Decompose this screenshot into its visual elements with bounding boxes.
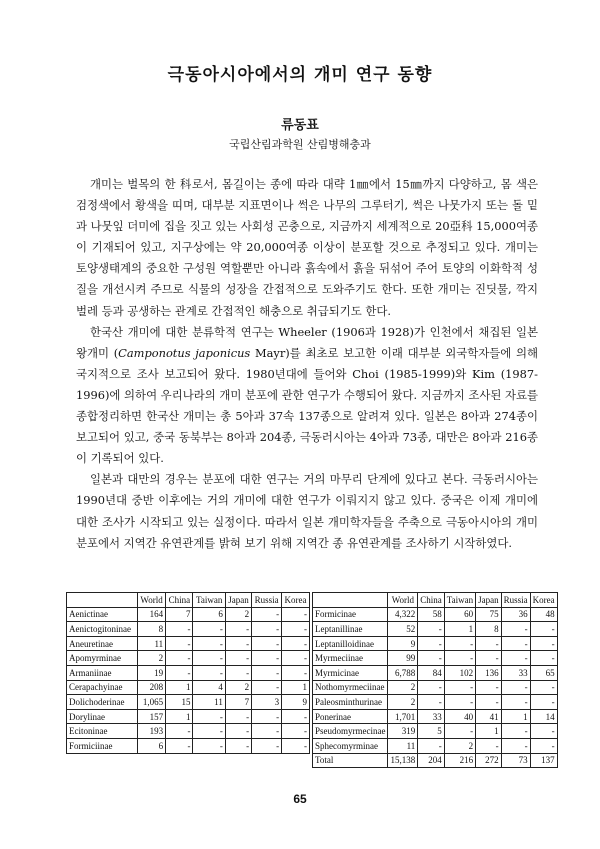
body-text xyxy=(76,174,538,554)
paragraph-1 xyxy=(76,174,538,322)
header-cell: China xyxy=(166,593,193,608)
count-cell: - xyxy=(193,651,225,666)
count-cell: 8 xyxy=(138,622,166,637)
header-cell: Russia xyxy=(501,593,530,608)
count-cell: 6,788 xyxy=(388,665,418,680)
table-row xyxy=(67,724,310,739)
count-cell: - xyxy=(530,680,557,695)
count-cell: - xyxy=(193,738,225,753)
count-cell: - xyxy=(418,651,445,666)
table-row xyxy=(67,665,310,680)
count-cell: - xyxy=(252,622,282,637)
table-row xyxy=(313,738,558,753)
count-cell: - xyxy=(530,636,557,651)
subfamily-cell: Ponerinae xyxy=(313,709,388,724)
count-cell: 1 xyxy=(444,622,475,637)
species-name: Camponotus japonicus xyxy=(118,345,251,360)
count-cell: 84 xyxy=(418,665,445,680)
count-cell: - xyxy=(476,636,502,651)
count-cell: - xyxy=(166,651,193,666)
count-cell: - xyxy=(418,695,445,710)
count-cell: 1 xyxy=(476,724,502,739)
count-cell: 6 xyxy=(193,607,225,622)
count-cell: 4 xyxy=(193,680,225,695)
count-cell: - xyxy=(444,636,475,651)
table-row xyxy=(313,607,558,622)
subfamily-cell: Aneuretinae xyxy=(67,636,138,651)
table-row xyxy=(313,753,558,768)
count-cell: - xyxy=(501,636,530,651)
count-cell: 102 xyxy=(444,665,475,680)
header-cell: World xyxy=(388,593,418,608)
count-cell: 99 xyxy=(388,651,418,666)
count-cell: 6 xyxy=(138,738,166,753)
count-cell: - xyxy=(252,724,282,739)
count-cell: - xyxy=(193,622,225,637)
count-cell: - xyxy=(418,738,445,753)
count-cell: 11 xyxy=(138,636,166,651)
paragraph-3 xyxy=(76,469,538,553)
count-cell: - xyxy=(225,622,251,637)
count-cell: - xyxy=(193,665,225,680)
table-row xyxy=(67,651,310,666)
count-cell: - xyxy=(166,724,193,739)
count-cell: 137 xyxy=(530,753,557,768)
header-cell: Korea xyxy=(282,593,310,608)
count-cell: 157 xyxy=(138,709,166,724)
subfamily-cell: Dolichoderinae xyxy=(67,695,138,710)
count-cell: 33 xyxy=(501,665,530,680)
count-cell: 7 xyxy=(225,695,251,710)
count-cell: - xyxy=(166,738,193,753)
count-cell: - xyxy=(193,709,225,724)
table-row xyxy=(313,665,558,680)
count-cell: 5 xyxy=(418,724,445,739)
count-cell: 9 xyxy=(282,695,310,710)
count-cell: - xyxy=(444,724,475,739)
count-cell: - xyxy=(501,680,530,695)
table-row xyxy=(67,607,310,622)
count-cell: - xyxy=(444,680,475,695)
count-cell: 216 xyxy=(444,753,475,768)
count-cell: 2 xyxy=(388,695,418,710)
count-cell: 1 xyxy=(501,709,530,724)
count-cell: - xyxy=(501,651,530,666)
subfamily-cell: Sphecomyrminae xyxy=(313,738,388,753)
count-cell: - xyxy=(501,738,530,753)
count-cell: - xyxy=(282,607,310,622)
count-cell: - xyxy=(166,665,193,680)
count-cell: - xyxy=(530,738,557,753)
count-cell: 73 xyxy=(501,753,530,768)
count-cell: 1 xyxy=(282,680,310,695)
count-cell: 15,138 xyxy=(388,753,418,768)
count-cell: - xyxy=(282,724,310,739)
count-cell: - xyxy=(530,622,557,637)
count-cell: - xyxy=(476,738,502,753)
count-cell: - xyxy=(252,680,282,695)
count-cell: 2 xyxy=(138,651,166,666)
count-cell: - xyxy=(252,665,282,680)
count-cell: - xyxy=(166,622,193,637)
paragraph-text: 일본과 대만의 경우는 분포에 대한 연구는 거의 마무리 단계에 있다고 본다. 극동러시아는 1990년대 중반 이후에는 거의 개미에 대한 연구가 이뤄지지 않고 있다. 중국은 이제 개미에 대한 조사가 시작되고 있는 실정이다. 따라서 일본 개미학자들을 주축으로 극동아시아의 개미분포에서 지역간 유연관계를 밝혀 보기 위해 지역간 종 유연관계를 조사하기 시작하였다. xyxy=(76,472,538,550)
count-cell: - xyxy=(282,651,310,666)
paragraph-2 xyxy=(76,322,538,470)
count-cell: - xyxy=(252,709,282,724)
count-cell: - xyxy=(193,636,225,651)
subfamily-cell: Dorylinae xyxy=(67,709,138,724)
header-cell: China xyxy=(418,593,445,608)
count-cell: 204 xyxy=(418,753,445,768)
count-cell: - xyxy=(418,636,445,651)
author-affiliation: 국립산림과학원 산림병해충과 xyxy=(229,138,371,151)
count-cell: 15 xyxy=(166,695,193,710)
count-cell: - xyxy=(530,651,557,666)
count-cell: - xyxy=(530,695,557,710)
paragraph-text: Mayr)를 최초로 보고한 이래 대부분 외국학자들에 의해 국지적으로 조사 보고되어 왔다. 1980년대에 들어와 Choi (1985-1999)와 Kim (1987-1996)에 의하여 우리나라의 개미 분포에 관한 연구가 수행되어 왔다. 지금까지 조사된 자료를 종합정리하면 한국산 개미는 총 5아과 37속 137종으로 알려져 있다. 일본은 8아과 274종이 보고되어 있고, 중국 동북부는 8아과 204종, 극동러시아는 4아과 73종, 대만은 8아과 216종이 기록되어 있다. xyxy=(76,345,539,466)
count-cell: 193 xyxy=(138,724,166,739)
count-cell: 208 xyxy=(138,680,166,695)
count-cell: - xyxy=(501,724,530,739)
count-cell: - xyxy=(225,724,251,739)
count-cell: - xyxy=(252,607,282,622)
subfamily-cell: Nothomyrmeciinae xyxy=(313,680,388,695)
count-cell: - xyxy=(252,738,282,753)
count-cell: 1 xyxy=(166,680,193,695)
header-cell: Taiwan xyxy=(193,593,225,608)
count-cell: 75 xyxy=(476,607,502,622)
subfamily-cell: Total xyxy=(313,753,388,768)
count-cell: - xyxy=(282,622,310,637)
count-cell: - xyxy=(225,709,251,724)
count-cell: - xyxy=(418,680,445,695)
table-row xyxy=(313,651,558,666)
table-header-row xyxy=(67,593,310,608)
count-cell: 136 xyxy=(476,665,502,680)
subfamily-cell: Paleosminthurinae xyxy=(313,695,388,710)
count-cell: 11 xyxy=(193,695,225,710)
count-cell: - xyxy=(282,636,310,651)
count-cell: - xyxy=(476,651,502,666)
count-cell: - xyxy=(476,695,502,710)
count-cell: - xyxy=(193,724,225,739)
page-number: 65 xyxy=(293,792,307,806)
count-cell: - xyxy=(476,680,502,695)
table-row xyxy=(313,680,558,695)
count-cell: 48 xyxy=(530,607,557,622)
header-cell: Russia xyxy=(252,593,282,608)
subfamily-cell: Apomyrminae xyxy=(67,651,138,666)
header-cell-blank xyxy=(313,593,388,608)
count-cell: - xyxy=(252,636,282,651)
paragraph-text: 한국산 개미에 대한 분류학적 연구는 Wheeler (1906과 1928)가 인천에서 채집된 일본왕개미 ( xyxy=(76,324,538,360)
subfamily-cell: Aenictinae xyxy=(67,607,138,622)
count-cell: 2 xyxy=(225,607,251,622)
subfamily-cell: Formicinae xyxy=(313,607,388,622)
count-cell: - xyxy=(501,622,530,637)
table-row xyxy=(313,724,558,739)
table-row xyxy=(67,622,310,637)
count-cell: 4,322 xyxy=(388,607,418,622)
count-cell: 19 xyxy=(138,665,166,680)
subfamily-cell: Myrmicinae xyxy=(313,665,388,680)
author-name: 류동표 xyxy=(281,118,319,133)
subfamily-cell: Ecitoninae xyxy=(67,724,138,739)
table-row xyxy=(67,738,310,753)
header-cell: Taiwan xyxy=(444,593,475,608)
table-header-row xyxy=(313,593,558,608)
subfamily-cell: Cerapachyinae xyxy=(67,680,138,695)
count-cell: 1,065 xyxy=(138,695,166,710)
count-cell: 14 xyxy=(530,709,557,724)
count-cell: 36 xyxy=(501,607,530,622)
subfamily-cell: Aenictogitoninae xyxy=(67,622,138,637)
count-cell: 33 xyxy=(418,709,445,724)
count-cell: 58 xyxy=(418,607,445,622)
subfamily-table-right xyxy=(312,592,558,768)
count-cell: - xyxy=(444,695,475,710)
count-cell: 65 xyxy=(530,665,557,680)
count-cell: - xyxy=(225,636,251,651)
count-cell: 1 xyxy=(166,709,193,724)
header-cell: Japan xyxy=(476,593,502,608)
count-cell: 8 xyxy=(476,622,502,637)
header-cell: Korea xyxy=(530,593,557,608)
subfamily-cell: Armaniinae xyxy=(67,665,138,680)
count-cell: - xyxy=(166,636,193,651)
count-cell: 7 xyxy=(166,607,193,622)
count-cell: 60 xyxy=(444,607,475,622)
count-cell: - xyxy=(282,665,310,680)
count-cell: - xyxy=(225,738,251,753)
count-cell: - xyxy=(225,651,251,666)
count-cell: 2 xyxy=(444,738,475,753)
subfamily-cell: Myrmeciinae xyxy=(313,651,388,666)
table-row xyxy=(313,622,558,637)
count-cell: 9 xyxy=(388,636,418,651)
subfamily-cell: Pseudomyrmecinae xyxy=(313,724,388,739)
table-row xyxy=(67,709,310,724)
table-row xyxy=(313,695,558,710)
table-row xyxy=(67,695,310,710)
count-cell: - xyxy=(225,665,251,680)
count-cell: 3 xyxy=(252,695,282,710)
count-cell: 41 xyxy=(476,709,502,724)
subfamily-cell: Leptanilloidinae xyxy=(313,636,388,651)
table-row xyxy=(67,636,310,651)
count-cell: 11 xyxy=(388,738,418,753)
header-cell: Japan xyxy=(225,593,251,608)
count-cell: 272 xyxy=(476,753,502,768)
table-row xyxy=(67,680,310,695)
count-cell: 40 xyxy=(444,709,475,724)
subfamily-cell: Leptanillinae xyxy=(313,622,388,637)
count-cell: 2 xyxy=(225,680,251,695)
count-cell: - xyxy=(282,709,310,724)
count-cell: - xyxy=(501,695,530,710)
subfamily-cell: Formiciinae xyxy=(67,738,138,753)
count-cell: 164 xyxy=(138,607,166,622)
table-row xyxy=(313,709,558,724)
paragraph-text: 개미는 벌목의 한 科로서, 몸길이는 종에 따라 대략 1㎜에서 15㎜까지 다양하고, 몸 색은 검정색에서 황색을 띠며, 대부분 지표면이나 썩은 나무의 그루터기, 썩은 나뭇가지 또는 돌 밑과 나뭇잎 더미에 집을 짓고 있는 사회성 곤충으로, 지금까지 세계적으로 20亞科 15,000여종이 기재되어 있고, 지구상에는 약 20,000여종 이상이 분포할 것으로 추정되고 있다. 개미는 토양생태계의 중요한 구성원 역할뿐만 아니라 흙속에서 흙을 뒤섞어 주어 토양의 이화학적 성질을 개선시켜 주므로 식물의 성장을 간접적으로 도와주기도 한다. 또한 개미는 진딧물, 깍지벌레 등과 공생하는 관계로 간접적인 해충으로 취급되기도 한다. xyxy=(76,177,538,318)
count-cell: 1,701 xyxy=(388,709,418,724)
count-cell: - xyxy=(530,724,557,739)
count-cell: - xyxy=(444,651,475,666)
count-cell: - xyxy=(282,738,310,753)
count-cell: 2 xyxy=(388,680,418,695)
count-cell: 52 xyxy=(388,622,418,637)
count-cell: 319 xyxy=(388,724,418,739)
paper-title: 극동아시아에서의 개미 연구 동향 xyxy=(167,65,433,85)
count-cell: - xyxy=(252,651,282,666)
table-row xyxy=(313,636,558,651)
header-cell-blank xyxy=(67,593,138,608)
count-cell: - xyxy=(418,622,445,637)
header-cell: World xyxy=(138,593,166,608)
subfamily-table-left xyxy=(66,592,310,754)
